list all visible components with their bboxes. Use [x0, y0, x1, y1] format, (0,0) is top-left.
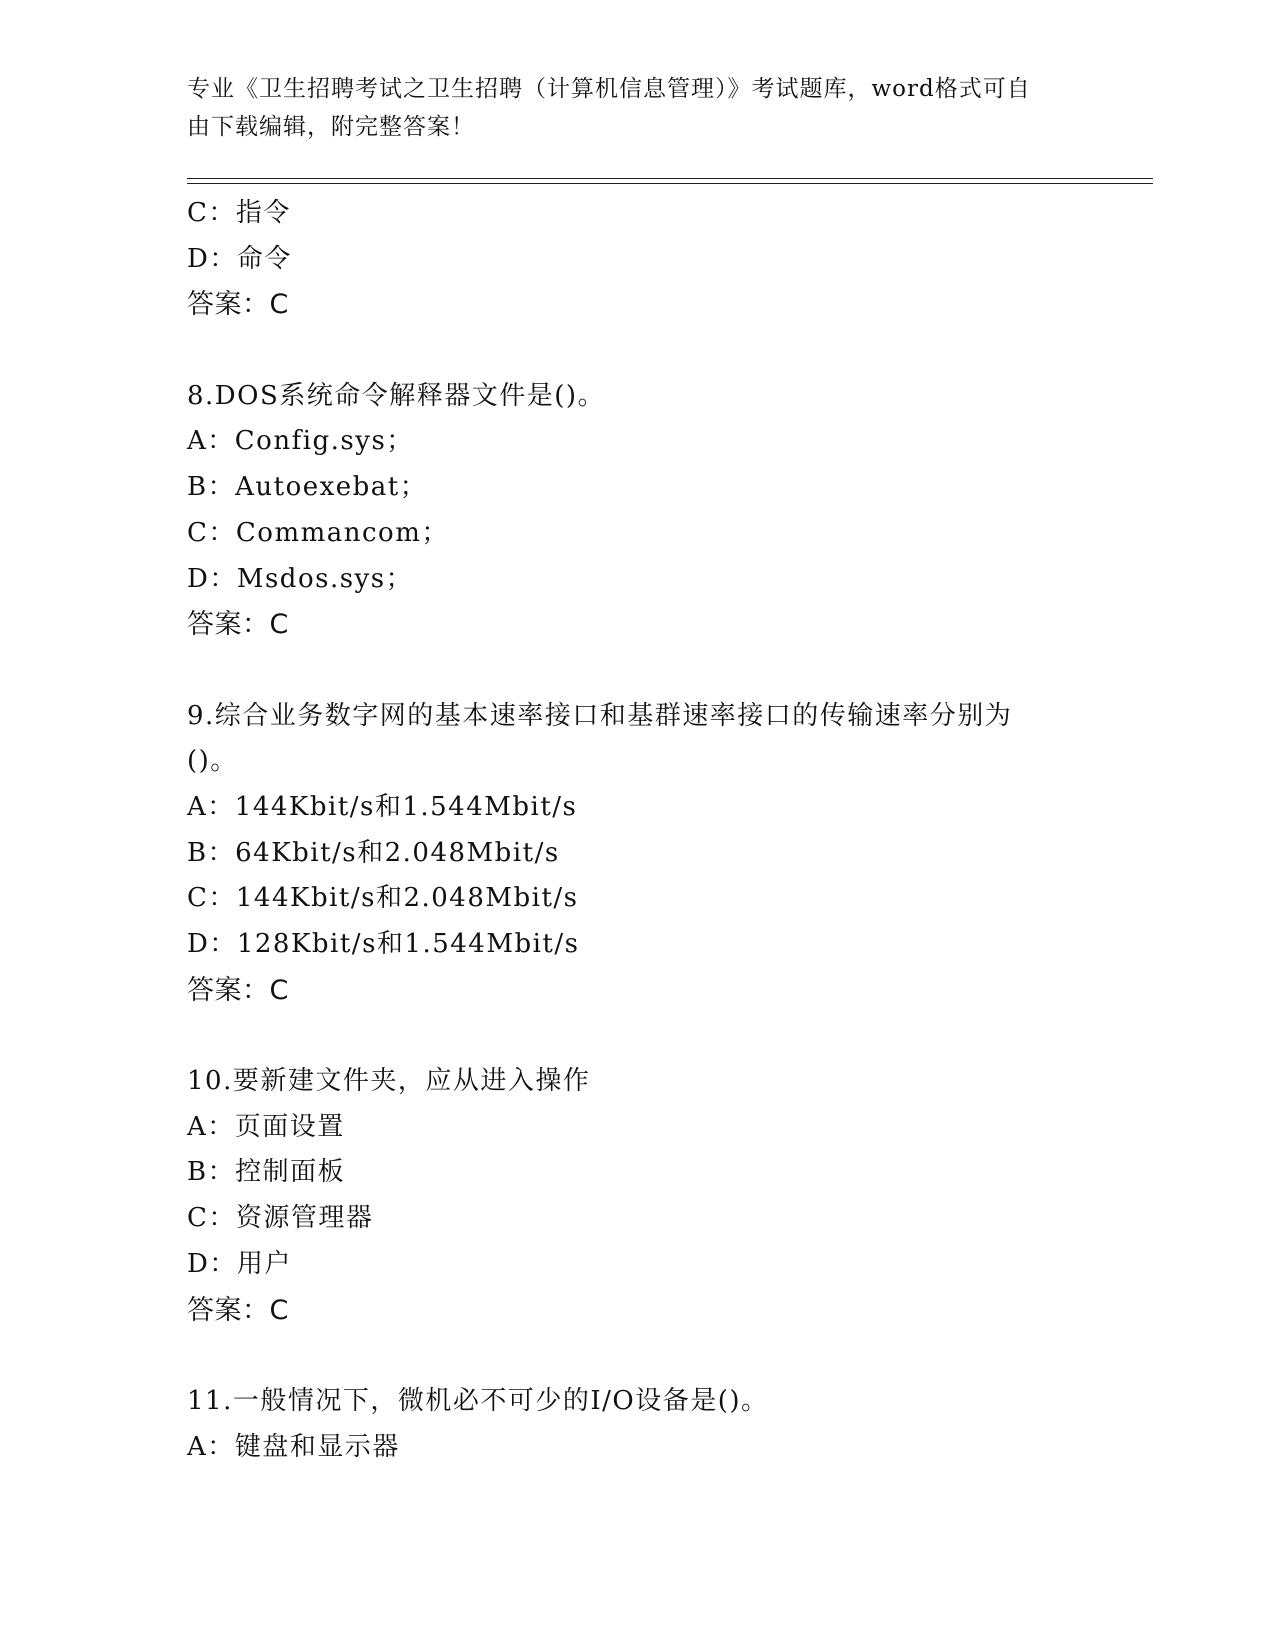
question-8-text: 8.DOS系统命令解释器文件是()。 [187, 380, 606, 411]
question-list [187, 191, 1087, 1470]
question-9-option-b: B：64Kbit/s和2.048Mbit/s [187, 837, 560, 868]
question-10-option-d: D：用户 [187, 1248, 292, 1279]
spacer [187, 1013, 1087, 1059]
header-line-2: 由下载编辑，附完整答案！ [187, 114, 475, 140]
header-line-1: 专业《卫生招聘考试之卫生招聘（计算机信息管理）》考试题库，word格式可自 [187, 76, 1031, 102]
question-8-option-d: D：Msdos.sys； [187, 563, 414, 594]
question-11-option-a: A：键盘和显示器 [187, 1431, 400, 1462]
option-d: D：命令 [187, 243, 292, 274]
question-8-option-a: A：Config.sys； [187, 426, 414, 457]
question-11-text: 11.一般情况下，微机必不可少的I/O设备是()。 [187, 1385, 769, 1416]
question-10-option-c: C：资源管理器 [187, 1203, 374, 1234]
question-10-option-b: B：控制面板 [187, 1157, 346, 1188]
document-header [187, 70, 1087, 146]
header-divider-bottom [187, 183, 1153, 184]
question-9-text-line-1: 9.综合业务数字网的基本速率接口和基群速率接口的传输速率分别为 [187, 700, 1013, 731]
header-divider-top [187, 178, 1153, 179]
question-9-text-line-2: ()。 [187, 746, 238, 777]
spacer [187, 1333, 1087, 1379]
option-c: C：指令 [187, 198, 291, 228]
question-10-option-a: A：页面设置 [187, 1111, 345, 1142]
question-8-option-b: B：Autoexebat； [187, 472, 428, 503]
question-10-text: 10.要新建文件夹，应从进入操作 [187, 1066, 591, 1097]
question-9-option-c: C：144Kbit/s和2.048Mbit/s [187, 883, 579, 914]
answer-line: 答案：C [187, 289, 289, 321]
spacer [187, 648, 1087, 694]
question-9-option-a: A：144Kbit/s和1.544Mbit/s [187, 791, 578, 822]
question-8-answer: 答案：C [187, 609, 289, 641]
question-10-answer: 答案：C [187, 1294, 289, 1326]
question-8-option-c: C：Commancom； [187, 517, 449, 548]
question-9-option-d: D：128Kbit/s和1.544Mbit/s [187, 929, 580, 959]
spacer [187, 328, 1087, 374]
question-9-answer: 答案：C [187, 974, 289, 1006]
